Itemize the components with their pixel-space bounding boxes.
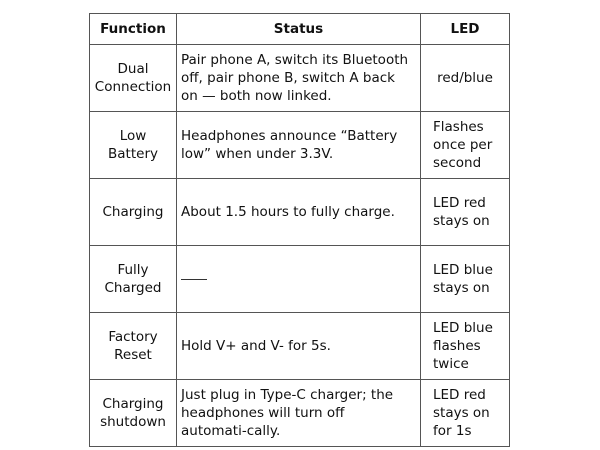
led-cell <box>421 112 510 179</box>
function-label: Charging shutdown <box>100 396 166 430</box>
function-cell <box>90 246 177 313</box>
header-led: LED <box>421 14 510 45</box>
header-function: Function <box>90 14 177 45</box>
led-text: LED blue flashes twice <box>433 320 493 372</box>
led-text: red/blue <box>437 70 493 86</box>
function-label: Charging <box>102 204 164 220</box>
led-cell <box>421 45 510 112</box>
status-cell <box>177 246 421 313</box>
table-row <box>90 246 510 313</box>
led-text: LED red stays on <box>433 195 490 229</box>
function-cell <box>90 380 177 447</box>
status-cell <box>177 179 421 246</box>
function-status-led-table <box>89 13 510 447</box>
table-row <box>90 45 510 112</box>
led-text: LED blue stays on <box>433 262 493 296</box>
function-label: Dual Connection <box>94 61 172 95</box>
table-header-row <box>90 14 510 45</box>
function-label: Low Battery <box>108 128 158 162</box>
status-cell <box>177 380 421 447</box>
led-text: Flashes once per second <box>433 119 493 171</box>
led-cell <box>421 246 510 313</box>
status-text: Headphones announce “Battery low” when under 3.3V. <box>181 128 398 162</box>
status-cell <box>177 45 421 112</box>
status-text: Hold V+ and V- for 5s. <box>181 338 331 354</box>
function-cell <box>90 45 177 112</box>
table-row <box>90 179 510 246</box>
function-cell <box>90 179 177 246</box>
blank-status-line <box>181 278 207 280</box>
function-cell <box>90 112 177 179</box>
status-cell <box>177 112 421 179</box>
status-text: Just plug in Type-C charger; the headphones will turn off automati-cally. <box>181 387 394 439</box>
led-cell <box>421 179 510 246</box>
led-text: LED red stays on for 1s <box>433 387 490 439</box>
status-text: About 1.5 hours to fully charge. <box>181 204 395 220</box>
led-cell <box>421 380 510 447</box>
led-cell <box>421 313 510 380</box>
table-row <box>90 313 510 380</box>
table-row <box>90 112 510 179</box>
status-text: Pair phone A, switch its Bluetooth off, pair phone B, switch A back on — both now linked. <box>181 52 409 104</box>
function-cell <box>90 313 177 380</box>
function-label: Factory Reset <box>108 329 158 363</box>
status-cell <box>177 313 421 380</box>
function-label: Fully Charged <box>104 262 162 296</box>
header-status: Status <box>177 14 421 45</box>
table-row <box>90 380 510 447</box>
